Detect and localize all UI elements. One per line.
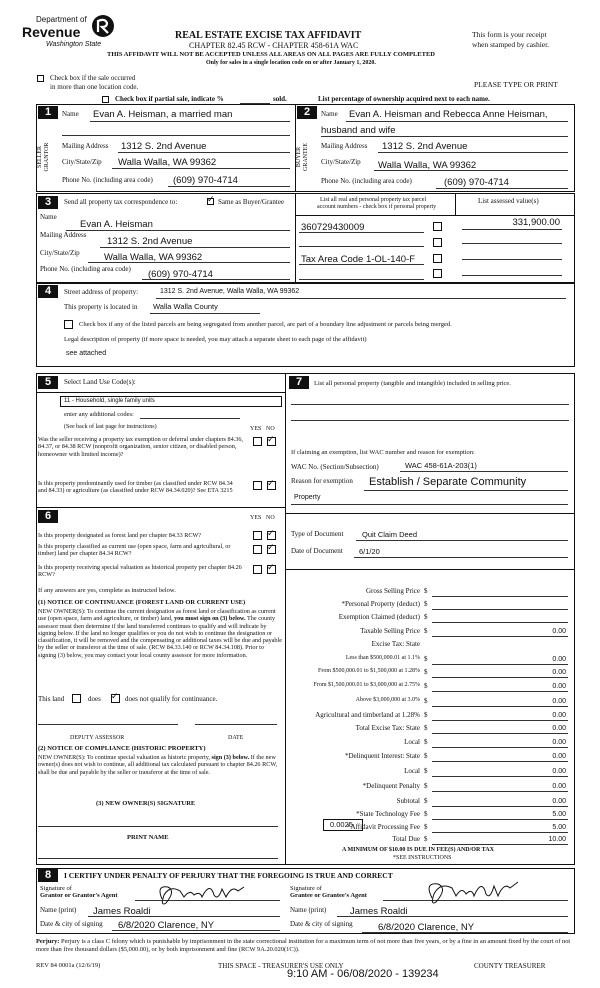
perjury-notice: Perjury: Perjury is a class C felony which is punishable by imprisonment in the state correctional institution for a maximum term of not more than five years, or by a fine in an amount fixed by the court of not more than five thousand dollars ($5,000.00), or by both imprisonment and fine (RCW 9A.20.020(1C)). — [36, 938, 571, 953]
tax-row-label: Above $3,000,000 at 3.0% — [355, 697, 420, 703]
deputy-assessor-label: DEPUTY ASSESSOR — [70, 735, 125, 741]
buyer-city-label: City/State/Zip — [321, 158, 361, 166]
underline — [374, 170, 568, 171]
yes-header: YES — [250, 515, 262, 521]
q-current-use-yes[interactable] — [253, 545, 262, 554]
underline — [346, 121, 568, 122]
logo-dept: Department of — [36, 15, 87, 24]
tax-row-field[interactable] — [432, 791, 568, 792]
current-use-question: Is this property classified as current use (open space, farm and agricultural, or timber) land per chapter 84.34 RCW? — [38, 543, 231, 558]
land-use-value: 11 - Household, single family units — [64, 398, 155, 404]
tax-row-label: Local — [404, 738, 420, 746]
underline — [291, 420, 569, 421]
dollar-sign: $ — [424, 782, 428, 790]
tax-row-label: *Delinquent Interest: State — [344, 752, 420, 760]
corr-name[interactable]: Evan A. Heisman — [80, 219, 153, 230]
tax-row-value: 0.00 — [552, 783, 566, 790]
q-exemption-yes[interactable] — [253, 437, 262, 446]
corr-name-label: Name — [40, 213, 57, 221]
divider — [295, 215, 575, 216]
seller-city[interactable]: Walla Walla, WA 99362 — [118, 157, 217, 168]
divider — [295, 193, 296, 283]
tax-row-value: 0.00 — [552, 669, 566, 676]
underline — [462, 275, 562, 276]
tax-row-value: 0.00 — [552, 712, 566, 719]
wac-value[interactable]: WAC 458-61A-203(1) — [405, 461, 477, 470]
underline — [291, 404, 569, 405]
underline — [62, 135, 290, 136]
exemption-reason[interactable]: Establish / Separate Community — [369, 476, 527, 488]
seller-city-label: City/State/Zip — [62, 158, 102, 166]
print-name-line[interactable] — [38, 858, 278, 859]
underline — [364, 490, 568, 491]
reason-label: Reason for exemption — [291, 477, 353, 485]
dollar-sign: $ — [424, 767, 428, 775]
check-icon: ✓ — [111, 692, 119, 702]
grantee-signature — [420, 874, 530, 904]
form-subtitle: CHAPTER 82.45 RCW - CHAPTER 458-61A WAC — [189, 41, 359, 50]
tax-row-label: From $500,000.01 to $1,500,000 at 1.28% — [318, 668, 420, 674]
divider — [285, 513, 575, 514]
local-rate: 0.0025 — [330, 820, 353, 829]
assessed-header: List assessed value(s) — [478, 197, 539, 205]
new-owner-signature-label: (3) NEW OWNER(S) SIGNATURE — [96, 800, 196, 807]
buyer-side-label: BUYER GRANTEE — [296, 143, 309, 171]
no-header: NO — [266, 426, 275, 432]
legal-description-label: Legal description of property (if more space is needed, you may attach a separate sheet to each page of the affidavit) — [64, 336, 367, 343]
grantor-sig-label-2: Grantor or Grantor's Agent — [40, 892, 118, 899]
divider — [36, 392, 285, 393]
partial-sale-label: Check box if partial sale, indicate % — [115, 95, 224, 103]
underline — [362, 932, 568, 933]
grantor-name[interactable]: James Roaldi — [93, 906, 151, 917]
underline — [100, 247, 290, 248]
street-label: Street address of property: — [64, 288, 139, 296]
dollar-sign: $ — [424, 697, 428, 705]
grantor-date-city-label: Date & city of signing — [40, 920, 103, 928]
doc-type[interactable]: Quit Claim Deed — [362, 530, 418, 539]
personal-property-checkbox-3[interactable] — [433, 254, 442, 263]
grantee-name-label: Name (print) — [290, 906, 327, 914]
tax-row-value: 0.00 — [552, 698, 566, 705]
forest-question: Is this property designated as forest land per chapter 84.33 RCW? — [38, 532, 202, 539]
underline — [299, 246, 424, 247]
seller-phone-label: Phone No. (including area code) — [62, 176, 153, 184]
tax-row-label: *Personal Property (deduct) — [341, 600, 420, 608]
section-number: 2 — [297, 106, 317, 119]
exemption-reason-2[interactable]: Property — [294, 494, 321, 501]
buyer-mailing-label: Mailing Address — [321, 142, 368, 150]
tax-row-field[interactable] — [432, 776, 568, 777]
corr-mailing-label: Mailing Address — [40, 231, 87, 239]
logo-icon — [90, 12, 116, 40]
dollar-sign: $ — [424, 682, 428, 690]
treasurer-space-label: THIS SPACE - TREASURER'S USE ONLY — [218, 962, 344, 970]
check-icon: ✓ — [267, 479, 275, 489]
send-correspondence-label: Send all property tax correspondence to: — [64, 198, 178, 206]
timber-question: Is this property predominantly used for timber (as classified under RCW 84.34 and 84.33) or agriculture (as classified under RCW 84.34.020)? See ETA 3215 — [38, 480, 233, 495]
see-instructions: *SEE INSTRUCTIONS — [393, 855, 452, 861]
underline — [462, 259, 562, 260]
section-number: 3 — [38, 196, 58, 209]
tax-row-label: From $1,500,000.01 to $3,000,000 at 2.75% — [313, 682, 420, 688]
dollar-sign: $ — [424, 738, 428, 746]
tax-row-field[interactable] — [432, 596, 568, 597]
type-or-print: PLEASE TYPE OR PRINT — [474, 80, 558, 89]
grantee-date-city[interactable]: 6/8/2020 Clarence, NY — [378, 922, 475, 933]
buyer-phone[interactable]: (609) 970-4714 — [444, 177, 509, 188]
additional-codes-field[interactable] — [140, 418, 240, 419]
segregated-label: Check box if any of the listed parcels are being segregated from another parcel, are part of a boundary line adjustment or parcels being merged. — [79, 321, 452, 328]
form-warning: THIS AFFIDAVIT WILL NOT BE ACCEPTED UNLESS ALL AREAS ON ALL PAGES ARE FULLY COMPLETED — [107, 51, 435, 58]
parcel-header-2: account numbers - check box if personal property — [317, 204, 437, 210]
tax-row-field[interactable] — [432, 636, 568, 637]
additional-codes-label: enter any additional codes: — [64, 411, 134, 418]
corr-city-label: City/State/Zip — [40, 249, 80, 257]
underline — [112, 168, 290, 169]
does-label: does — [88, 695, 101, 703]
tax-row-field[interactable] — [432, 819, 568, 820]
dollar-sign: $ — [424, 823, 428, 831]
underline — [142, 279, 290, 280]
personal-property-checkbox-4[interactable] — [433, 269, 442, 278]
dollar-sign: $ — [424, 627, 428, 635]
section-number: 7 — [289, 376, 309, 389]
corr-mailing[interactable]: 1312 S. 2nd Avenue — [107, 236, 193, 247]
underline — [462, 229, 562, 230]
wac-label: WAC No. (Section/Subsection) — [291, 463, 379, 471]
underline — [400, 471, 568, 472]
divider — [455, 193, 456, 215]
land-use-label: Select Land Use Code(s): — [64, 378, 136, 386]
tax-row-value: 0.00 — [552, 753, 566, 760]
receipt-note-1: This form is your receipt — [472, 30, 547, 39]
certify-statement: I CERTIFY UNDER PENALTY OF PERJURY THAT THE FOREGOING IS TRUE AND CORRECT — [64, 871, 393, 880]
minimum-note: A MINIMUM OF $10.00 IS DUE IN FEE(S) AND/OR TAX — [342, 847, 494, 853]
underline — [291, 504, 568, 505]
underline — [299, 232, 424, 233]
underline — [90, 121, 290, 122]
underline — [156, 298, 566, 299]
multi-location-label-1: Check box if the sale occurred — [50, 74, 136, 82]
dollar-sign: $ — [424, 711, 428, 719]
tax-row-label: Agricultural and timberland at 1.28% — [315, 711, 420, 719]
check-icon: ✓ — [207, 195, 215, 205]
dollar-sign: $ — [424, 655, 428, 663]
if-yes-note: If any answers are yes, complete as instructed below. — [38, 587, 176, 594]
street-address[interactable]: 1312 S. 2nd Avenue, Walla Walla, WA 99362 — [160, 288, 300, 295]
underline — [462, 243, 562, 244]
q-timber-yes[interactable] — [253, 481, 262, 490]
no-header: NO — [266, 515, 275, 521]
dollar-sign: $ — [424, 600, 428, 608]
underline — [321, 136, 568, 137]
county[interactable]: Walla Walla County — [153, 302, 218, 311]
grantor-name-label: Name (print) — [40, 906, 77, 914]
grantor-date-city[interactable]: 6/8/2020 Clarence, NY — [118, 920, 215, 931]
check-icon: ✓ — [267, 529, 275, 539]
tax-row-field[interactable] — [432, 733, 568, 734]
section-number: 1 — [38, 106, 58, 119]
personal-property-label: List all personal property (tangible and intangible) included in selling price. — [314, 380, 511, 387]
tax-row-value: 0.00 — [552, 798, 566, 805]
dollar-sign: $ — [424, 668, 428, 676]
tax-row-field[interactable] — [432, 832, 568, 833]
tax-row-field[interactable] — [432, 691, 568, 692]
same-as-buyer-label: Same as Buyer/Grantee — [218, 198, 285, 206]
underline — [356, 540, 568, 541]
partial-sale-checkbox[interactable] — [102, 96, 109, 103]
receipt-stamp: 9:10 AM - 06/08/2020 - 139234 — [287, 968, 439, 980]
see-back-note: (See back of last page for instructions) — [64, 424, 157, 430]
notice-continuance-text: NEW OWNER(S): To continue the current designation as forest land or classification as current use (open space, farm and agriculture, or timber) land, you must sign on (3) below. The county assessor must then determine if the land transferred continues to qualify and will indicate by signing below. If the land no longer qualifies or you do not wish to continue the designation or classification, it will be removed and the compensating or additional taxes will be due and payable by the seller or transferor at the time of sale. (RCW 84.33.140 or RCW 84.34.108). Prior to signing (3) below, you may contact your local county assessor for more information. — [38, 608, 282, 659]
historic-question: Is this property receiving special valuation as historical property per chapter 84.26 RCW? — [38, 564, 242, 579]
underline — [299, 279, 424, 280]
notice-continuance-title: (1) NOTICE OF CONTINUANCE (FOREST LAND OR CURRENT USE) — [38, 599, 246, 606]
tax-row-label: Gross Selling Price — [365, 587, 420, 595]
multi-location-checkbox[interactable] — [37, 75, 44, 82]
form-title: REAL ESTATE EXCISE TAX AFFIDAVIT — [175, 30, 362, 41]
grantor-sig-label-1: Signature of — [40, 885, 72, 892]
land-does-checkbox[interactable] — [72, 694, 81, 703]
underline — [354, 557, 568, 558]
tax-row-field[interactable] — [432, 622, 568, 623]
tax-row-label: Less than $500,000.01 at 1.1% — [345, 655, 420, 661]
tax-row-field[interactable] — [432, 806, 568, 807]
tax-row-label: *State Technology Fee — [356, 810, 420, 818]
buyer-name-2[interactable]: husband and wife — [321, 125, 396, 136]
logo-state: Washington State — [46, 41, 102, 48]
grantor-signature — [150, 877, 260, 907]
print-name-label: PRINT NAME — [127, 834, 169, 841]
dollar-sign: $ — [424, 835, 428, 843]
located-label: This property is located in — [64, 303, 138, 311]
tax-area-code[interactable]: Tax Area Code 1-OL-140-F — [301, 254, 416, 265]
section-number: 8 — [38, 869, 58, 882]
tax-row-value: 0.00 — [552, 739, 566, 746]
underline — [88, 916, 280, 917]
divider — [285, 373, 286, 865]
deputy-assessor-line[interactable] — [38, 724, 178, 725]
tax-row-value: 0.00 — [552, 725, 566, 732]
underline — [337, 916, 568, 917]
notice-compliance-title: (2) NOTICE OF COMPLIANCE (HISTORIC PROPERTY) — [38, 745, 206, 752]
tax-row-field[interactable] — [432, 720, 568, 721]
section-number: 5 — [38, 376, 58, 389]
seller-name[interactable]: Evan A. Heisman, a married man — [93, 109, 233, 120]
ownership-note: List percentage of ownership acquired next to each name. — [318, 95, 490, 103]
tax-row-value: 0.00 — [552, 656, 566, 663]
seller-side-label: SELLER GRANTOR — [37, 142, 50, 172]
buyer-name[interactable]: Evan A. Heisman and Rebecca Anne Heisman, — [349, 109, 548, 120]
corr-phone[interactable]: (609) 970-4714 — [148, 269, 213, 280]
corr-phone-label: Phone No. (including area code) — [40, 265, 131, 273]
grantee-sig-label-2: Grantee or Grantee's Agent — [290, 892, 367, 899]
doc-date[interactable]: 6/1/20 — [359, 547, 380, 556]
dollar-sign: $ — [424, 587, 428, 595]
personal-property-checkbox-2[interactable] — [433, 238, 442, 247]
tax-row-label: Excise Tax: State — [371, 640, 420, 648]
tax-row-label: Taxable Selling Price — [360, 627, 420, 635]
seller-mailing[interactable]: 1312 S. 2nd Avenue — [121, 141, 207, 152]
corr-city[interactable]: Walla Walla, WA 99362 — [104, 252, 203, 263]
doc-type-label: Type of Document — [291, 530, 344, 538]
dollar-sign: $ — [424, 724, 428, 732]
sold-label: sold. — [273, 95, 287, 103]
buyer-phone-label: Phone No. (including area code) — [321, 177, 412, 185]
tax-row-value: 0.00 — [552, 768, 566, 775]
segregated-checkbox[interactable] — [64, 320, 73, 329]
section-number: 4 — [38, 285, 58, 298]
tax-row-label: *Affidavit Processing Fee — [347, 823, 420, 831]
date-label: DATE — [228, 735, 244, 741]
buyer-name-label: Name — [321, 110, 338, 118]
personal-property-checkbox-1[interactable] — [433, 222, 442, 231]
exemption-question: Was the seller receiving a property tax exemption or deferral under chapters 84.36, 84.37, or 84.38 RCW (nonprofit organization, senior citizen, or disabled person, homeowner with limited income)? — [38, 436, 243, 458]
check-icon: ✓ — [267, 563, 275, 573]
notice-compliance-text: NEW OWNER(S): To continue special valuation as historic property, sign (3) below. If the new owner(s) does not wish to continue, all additional tax calculated pursuant to chapter 84.26 RCW, shall be due and payable by the seller or transferor at the time of sale. — [38, 754, 278, 776]
grantee-date-city-label: Date & city of signing — [290, 920, 353, 928]
tax-row-field[interactable] — [432, 761, 568, 762]
underline — [378, 152, 568, 153]
check-icon: ✓ — [267, 435, 275, 445]
underline — [112, 930, 280, 931]
seller-name-label: Name — [62, 110, 79, 118]
dollar-sign: $ — [424, 810, 428, 818]
dollar-sign: $ — [424, 752, 428, 760]
yes-header: YES — [250, 426, 262, 432]
new-owner-signature-line[interactable] — [38, 826, 278, 827]
tax-row-field[interactable] — [432, 664, 568, 665]
underline — [299, 264, 424, 265]
does-not-label: does not qualify for continuance. — [125, 695, 218, 703]
buyer-mailing[interactable]: 1312 S. 2nd Avenue — [382, 141, 468, 152]
grantee-name[interactable]: James Roaldi — [350, 906, 408, 917]
dollar-sign: $ — [424, 613, 428, 621]
tax-row-label: Total Excise Tax: State — [355, 724, 420, 732]
tax-row-field[interactable] — [432, 747, 568, 748]
tax-row-label: Local — [404, 767, 420, 775]
tax-row-field[interactable] — [432, 844, 568, 845]
underline — [436, 188, 568, 189]
multi-location-label-2: in more than one location code. — [50, 83, 139, 91]
tax-row-value: 10.00 — [548, 836, 566, 843]
tax-row-field[interactable] — [432, 609, 568, 610]
tax-row-value: 0.00 — [552, 628, 566, 635]
form-note: Only for sales in a single location code on or after January 1, 2020. — [206, 60, 376, 66]
tax-row-label: Subtotal — [396, 797, 420, 805]
tax-row-value: 5.00 — [552, 811, 566, 818]
this-land-label: This land — [38, 695, 65, 703]
underline — [66, 230, 290, 231]
tax-row-value: 5.00 — [552, 824, 566, 831]
tax-row-label: Exemption Claimed (deduct) — [338, 613, 420, 621]
divider — [36, 507, 285, 508]
seller-mailing-label: Mailing Address — [62, 142, 109, 150]
assessed-1[interactable]: 331,900.00 — [512, 217, 560, 228]
exemption-claim-label: If claiming an exemption, list WAC number and reason for exemption: — [291, 449, 475, 456]
grantee-sig-label-1: Signature of — [290, 885, 322, 892]
county-treasurer-label: COUNTY TREASURER — [474, 962, 546, 970]
receipt-note-2: when stamped by cashier. — [472, 40, 550, 49]
underline — [150, 313, 260, 314]
underline — [118, 152, 290, 153]
parcel-header-1: List all real and personal property tax parcel — [320, 197, 427, 203]
underline — [88, 262, 290, 263]
tax-row-field[interactable] — [432, 706, 568, 707]
divider — [285, 569, 575, 570]
dollar-sign: $ — [424, 797, 428, 805]
q-forest-yes[interactable] — [253, 531, 262, 540]
check-icon: ✓ — [267, 543, 275, 553]
tax-row-value: 0.00 — [552, 683, 566, 690]
assessor-date-line[interactable] — [195, 724, 277, 725]
section-number: 6 — [38, 510, 58, 523]
underline — [168, 186, 290, 187]
tax-row-field[interactable] — [432, 677, 568, 678]
buyer-city[interactable]: Walla Walla, WA 99362 — [378, 160, 477, 171]
tax-row-label: Total Due — [392, 835, 420, 843]
logo-revenue: Revenue — [22, 24, 81, 40]
form-id: REV 84 0001a (12/6/19) — [36, 962, 101, 969]
legal-description[interactable]: see attached — [66, 350, 107, 357]
doc-date-label: Date of Document — [291, 547, 343, 555]
tax-row-label: *Delinquent Penalty — [362, 782, 420, 790]
q-historic-yes[interactable] — [253, 565, 262, 574]
seller-phone[interactable]: (609) 970-4714 — [173, 175, 238, 186]
parcel-1[interactable]: 360729430009 — [301, 222, 365, 233]
